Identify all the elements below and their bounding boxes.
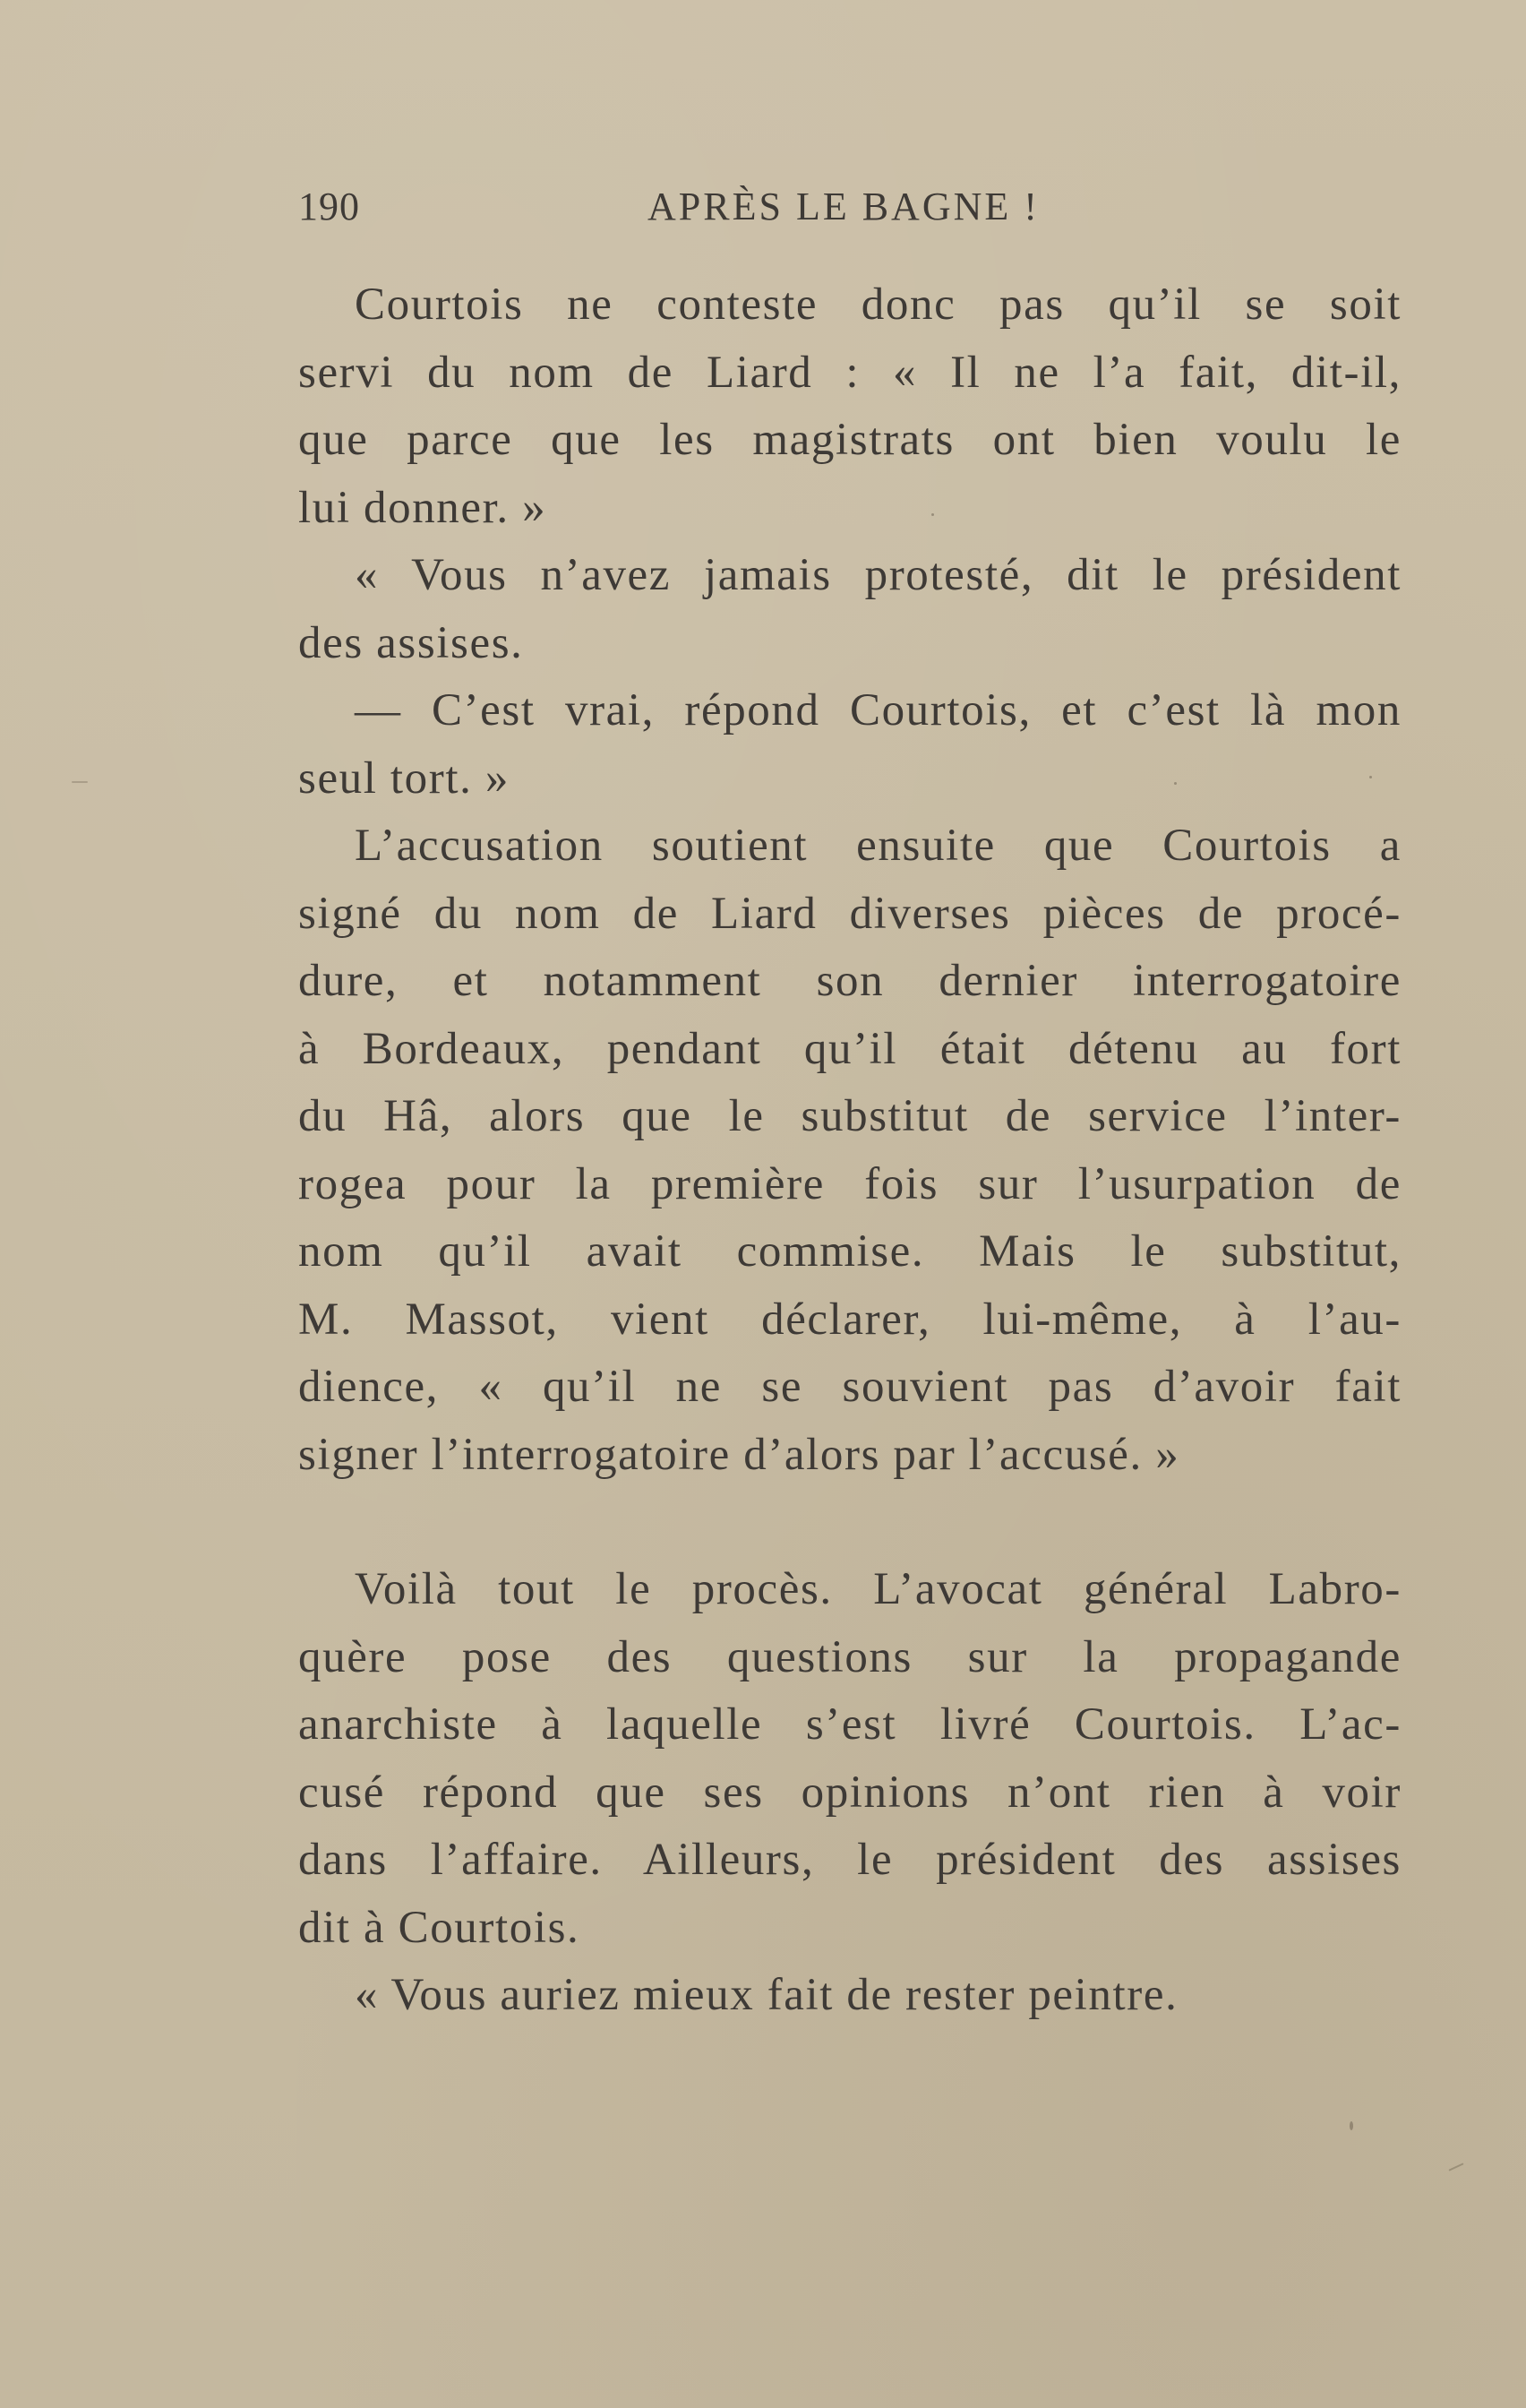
text-line: L’accusation soutient ensuite que Courtois a [355, 821, 1402, 871]
text-line: cusé répond que ses opinions n’ont rien à voir [298, 1767, 1402, 1818]
text-line: servi du nom de Liard : « Il ne l’a fait, dit-il, [298, 347, 1402, 398]
text-line: Courtois ne conteste donc pas qu’il se soit [355, 280, 1402, 330]
body-text [298, 271, 1402, 2030]
running-header [298, 184, 1402, 237]
paper-speck [1448, 2163, 1463, 2171]
text-line: dure, et notamment son dernier interrogatoire [298, 956, 1402, 1006]
text-line: lui donner. » [298, 482, 547, 533]
text-line: signer l’interrogatoire d’alors par l’accusé. » [298, 1429, 1180, 1480]
text-line: rogea pour la première fois sur l’usurpation de [298, 1158, 1402, 1209]
text-line: « Vous auriez mieux fait de rester peintre. [355, 1970, 1179, 2020]
text-line: — C’est vrai, répond Courtois, et c’est là mon [355, 685, 1402, 735]
text-line: M. Massot, vient déclarer, lui-même, à l’au- [298, 1294, 1402, 1345]
text-line: dit à Courtois. [298, 1902, 580, 1953]
paper-speck [1350, 2121, 1353, 2130]
paragraph-5 [298, 1556, 1402, 1962]
text-line: dans l’affaire. Ailleurs, le président des assises [298, 1835, 1402, 1885]
running-title: APRÈS LE BAGNE ! [647, 185, 1040, 228]
paragraph-4 [298, 813, 1402, 1489]
paragraph-1 [298, 271, 1402, 542]
text-line: anarchiste à laquelle s’est livré Courtois. L’ac- [298, 1699, 1402, 1750]
page-number: 190 [298, 185, 360, 228]
paper-speck [1369, 776, 1372, 778]
text-line: dience, « qu’il ne se souvient pas d’avoir fait [298, 1362, 1402, 1412]
paper-speck [1174, 782, 1177, 785]
text-line: que parce que les magistrats ont bien voulu le [298, 415, 1402, 465]
text-line: nom qu’il avait commise. Mais le substitut, [298, 1226, 1402, 1277]
paragraph-6 [298, 1962, 1402, 2030]
text-line: des assises. [298, 617, 524, 668]
text-line: « Vous n’avez jamais protesté, dit le président [355, 550, 1402, 600]
text-line: quère pose des questions sur la propagande [298, 1631, 1402, 1682]
paper-speck [931, 513, 934, 516]
text-line: seul tort. » [298, 752, 510, 804]
paragraph-2 [298, 542, 1402, 677]
text-line: à Bordeaux, pendant qu’il était détenu au fort [298, 1023, 1402, 1074]
paper-speck [72, 781, 88, 783]
paragraph-3 [298, 677, 1402, 813]
text-line: signé du nom de Liard diverses pièces de procé- [298, 888, 1402, 939]
text-line: Voilà tout le procès. L’avocat général Labro- [355, 1564, 1402, 1614]
text-line: du Hâ, alors que le substitut de service l’inter- [298, 1091, 1402, 1141]
